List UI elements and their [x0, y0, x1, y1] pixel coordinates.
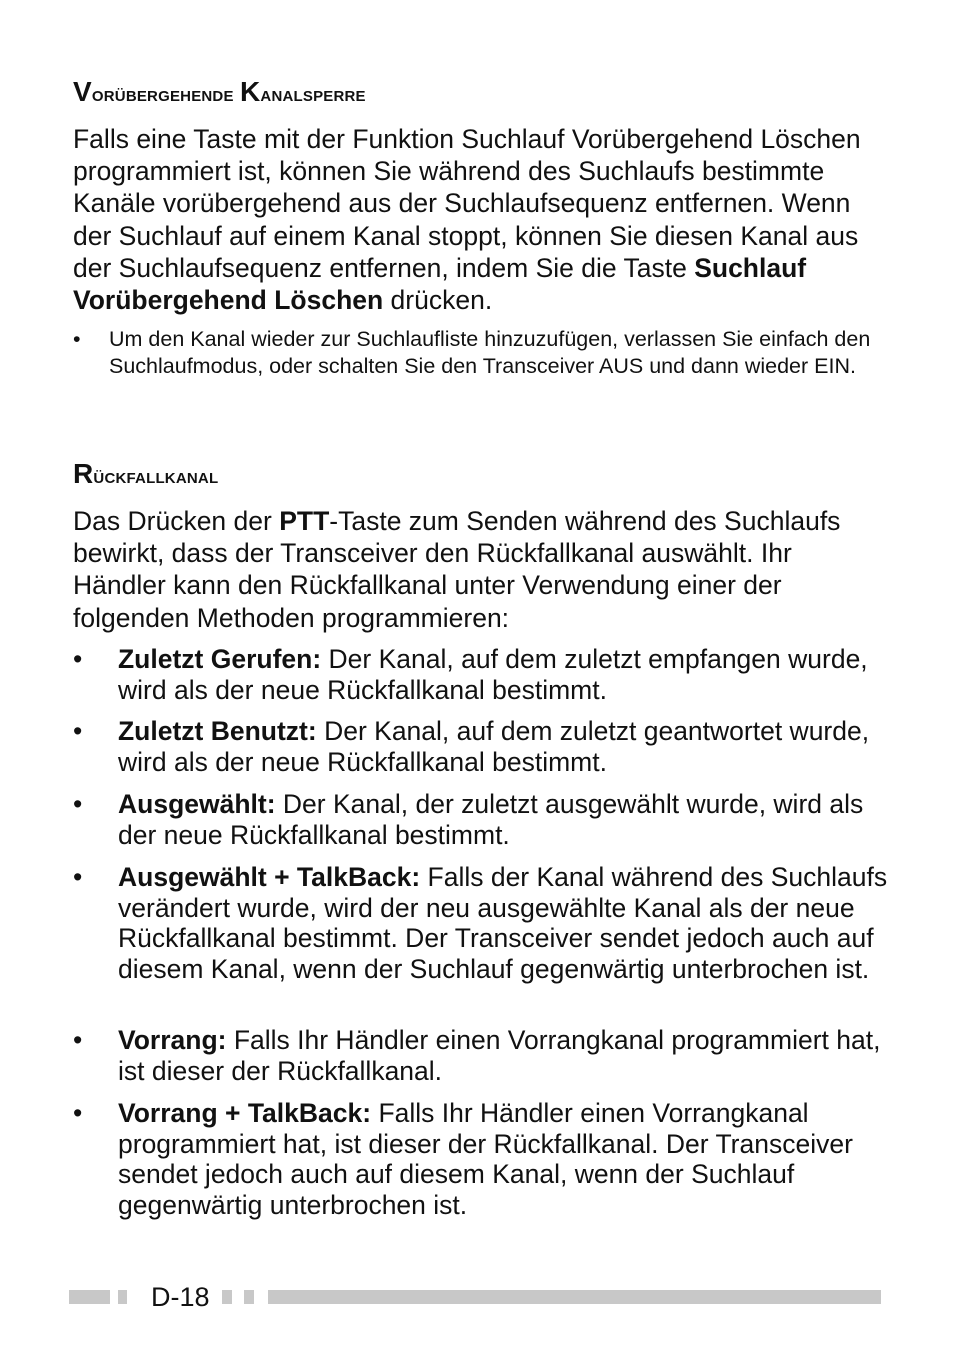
- bullet-icon: •: [73, 1098, 83, 1128]
- item-term: Zuletzt Benutzt:: [118, 716, 317, 746]
- item-text: Falls Ihr Händler einen Vorrangkanal programmiert hat, ist dieser der Rückfallkanal.: [118, 1025, 881, 1086]
- footer-bar-segment: [118, 1290, 127, 1304]
- bullet-icon: •: [73, 327, 81, 351]
- footer-bar-long: [268, 1290, 881, 1304]
- bullet-icon: •: [73, 716, 83, 746]
- section2-intro: Das Drücken der PTT-Taste zum Senden während des Suchlaufs bewirkt, dass der Transceiver den Rückfallkanal auswählt. Ihr Händler kann den Rückfallkanal unter Verwendung einer der folgenden Methoden programmieren:: [73, 506, 841, 633]
- item-term: Ausgewählt:: [118, 789, 276, 819]
- section-heading-rueckfallkanal: Rückfallkanal: [73, 458, 219, 489]
- section-heading-voruebergehende-kanalsperre: Vorübergehende Kanalsperre: [73, 76, 366, 107]
- item-term: Vorrang + TalkBack:: [118, 1098, 372, 1128]
- item-text: Der Kanal, der zuletzt ausgewählt wurde, wird als der neue Rückfallkanal bestimmt.: [118, 789, 864, 850]
- page-number: D-18: [151, 1282, 210, 1312]
- item-text: Falls der Kanal während des Suchlaufs verändert wurde, wird der neu ausgewählte Kanal als der neue Rückfallkanal bestimmt. Der Transceiver sendet jedoch auch auf diesem Kanal, wenn der Suchlauf gegenwärtig unterbrochen ist.: [118, 862, 888, 984]
- bullet-icon: •: [73, 1025, 83, 1055]
- footer-bar-segment: [69, 1290, 110, 1304]
- bullet-icon: •: [73, 862, 83, 892]
- section1-paragraph: Falls eine Taste mit der Funktion Suchlauf Vorübergehend Löschen programmiert ist, können Sie während des Suchlaufs bestimmte Kanäle vorübergehend aus der Suchlaufsequenz entfernen. Wenn der Suchlauf auf einem Kanal stoppt, können Sie diesen Kanal aus der Suchlaufsequenz entfernen, indem Sie die Taste Suchlauf Vorübergehend Löschen drücken.: [73, 124, 861, 316]
- footer-bar-segment: [244, 1290, 254, 1304]
- bullet-icon: •: [73, 789, 83, 819]
- item-text: Der Kanal, auf dem zuletzt geantwortet wurde, wird als der neue Rückfallkanal bestimmt.: [118, 716, 870, 777]
- item-term: Vorrang:: [118, 1025, 227, 1055]
- footer-bar-segment: [222, 1290, 232, 1304]
- item-text: Falls Ihr Händler einen Vorrangkanal programmiert hat, ist dieser der Rückfallkanal. Der Transceiver sendet jedoch auch auf diesem Kanal, wenn der Suchlauf gegenwärtig unterbrochen ist.: [118, 1098, 853, 1220]
- item-text: Der Kanal, auf dem zuletzt empfangen wurde, wird als der neue Rückfallkanal bestimmt.: [118, 644, 868, 705]
- item-term: Ausgewählt + TalkBack:: [118, 862, 421, 892]
- bullet-icon: •: [73, 644, 83, 674]
- note-text: Um den Kanal wieder zur Suchlaufliste hinzuzufügen, verlassen Sie einfach den Suchlaufmodus, oder schalten Sie den Transceiver AUS und dann wieder EIN.: [109, 327, 871, 378]
- item-term: Zuletzt Gerufen:: [118, 644, 322, 674]
